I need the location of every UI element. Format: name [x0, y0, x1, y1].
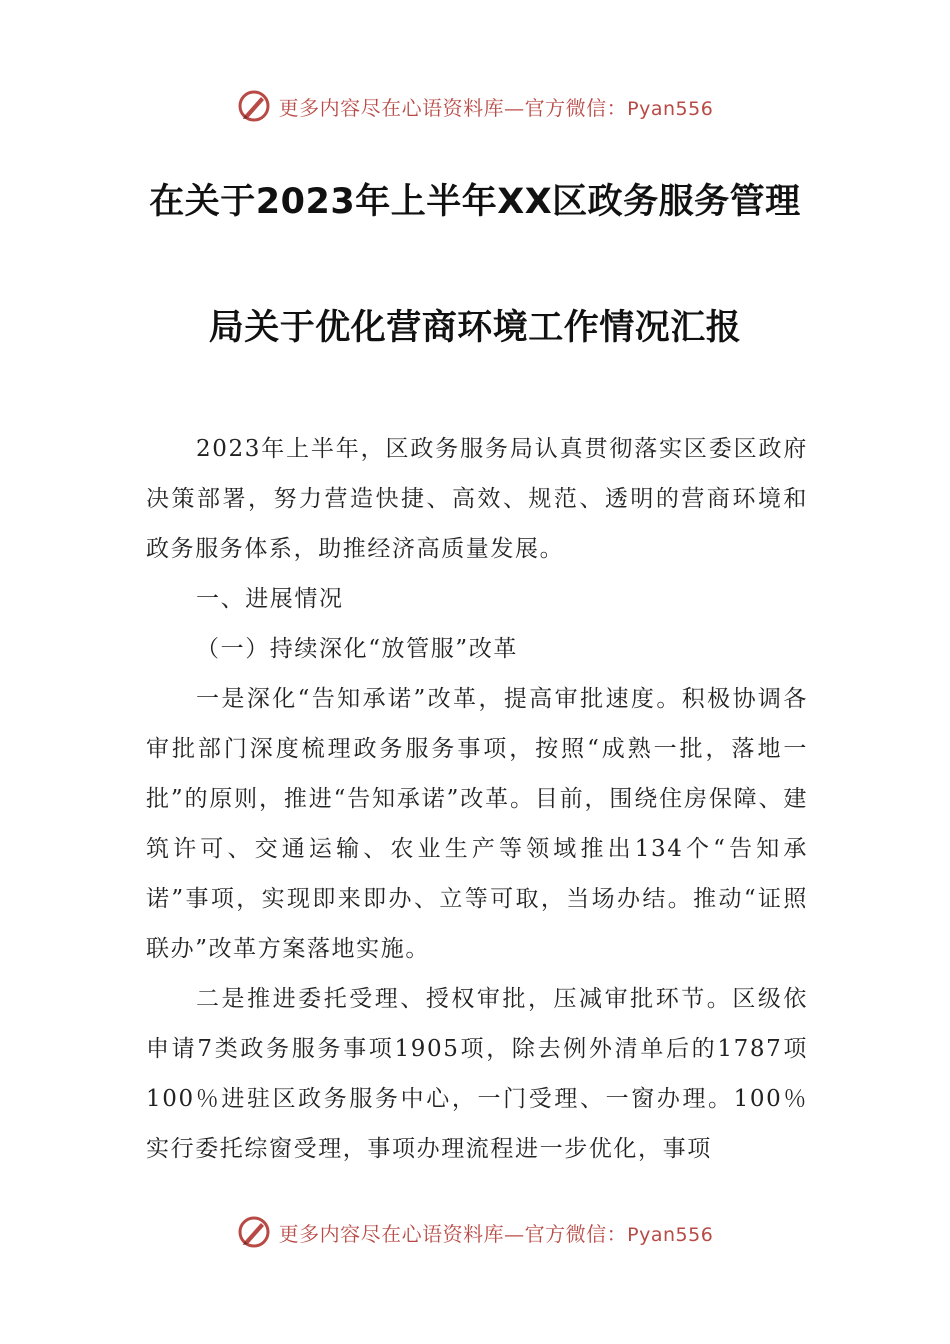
header-watermark	[0, 86, 950, 126]
footer-watermark	[0, 1212, 950, 1252]
body-paragraph-1: 一是深化“告知承诺”改革，提高审批速度。积极协调各审批部门深度梳理政务服务事项，按照“成熟一批，落地一批”的原则，推进“告知承诺”改革。目前，围绕住房保障、建筑许可、交通运输、农业生产等领域推出134个“告知承诺”事项，实现即来即办、立等可取，当场办结。推动“证照联办”改革方案落地实施。	[146, 686, 808, 962]
pen-logo-icon	[237, 1215, 271, 1249]
intro-paragraph: 2023年上半年，区政务服务局认真贯彻落实区委区政府决策部署，努力营造快捷、高效、规范、透明的营商环境和政务服务体系，助推经济高质量发展。	[146, 436, 808, 562]
pen-logo-icon	[237, 89, 271, 123]
document-title-line-2: 局关于优化营商环境工作情况汇报	[208, 308, 742, 348]
watermark-text: 更多内容尽在心语资料库—官方微信：Pyan556	[278, 95, 714, 120]
watermark-text: 更多内容尽在心语资料库—官方微信：Pyan556	[278, 1221, 714, 1246]
document-title-line-1: 在关于2023年上半年XX区政务服务管理	[149, 182, 801, 222]
section-heading: 一、进展情况	[196, 586, 344, 612]
subsection-heading: （一）持续深化“放管服”改革	[196, 636, 518, 662]
body-paragraph-2: 二是推进委托受理、授权审批，压减审批环节。区级依申请7类政务服务事项1905项，除去例外清单后的1787项100％进驻区政务服务中心，一门受理、一窗办理。100％实行委托综窗受理，事项办理流程进一步优化，事项	[146, 986, 808, 1162]
